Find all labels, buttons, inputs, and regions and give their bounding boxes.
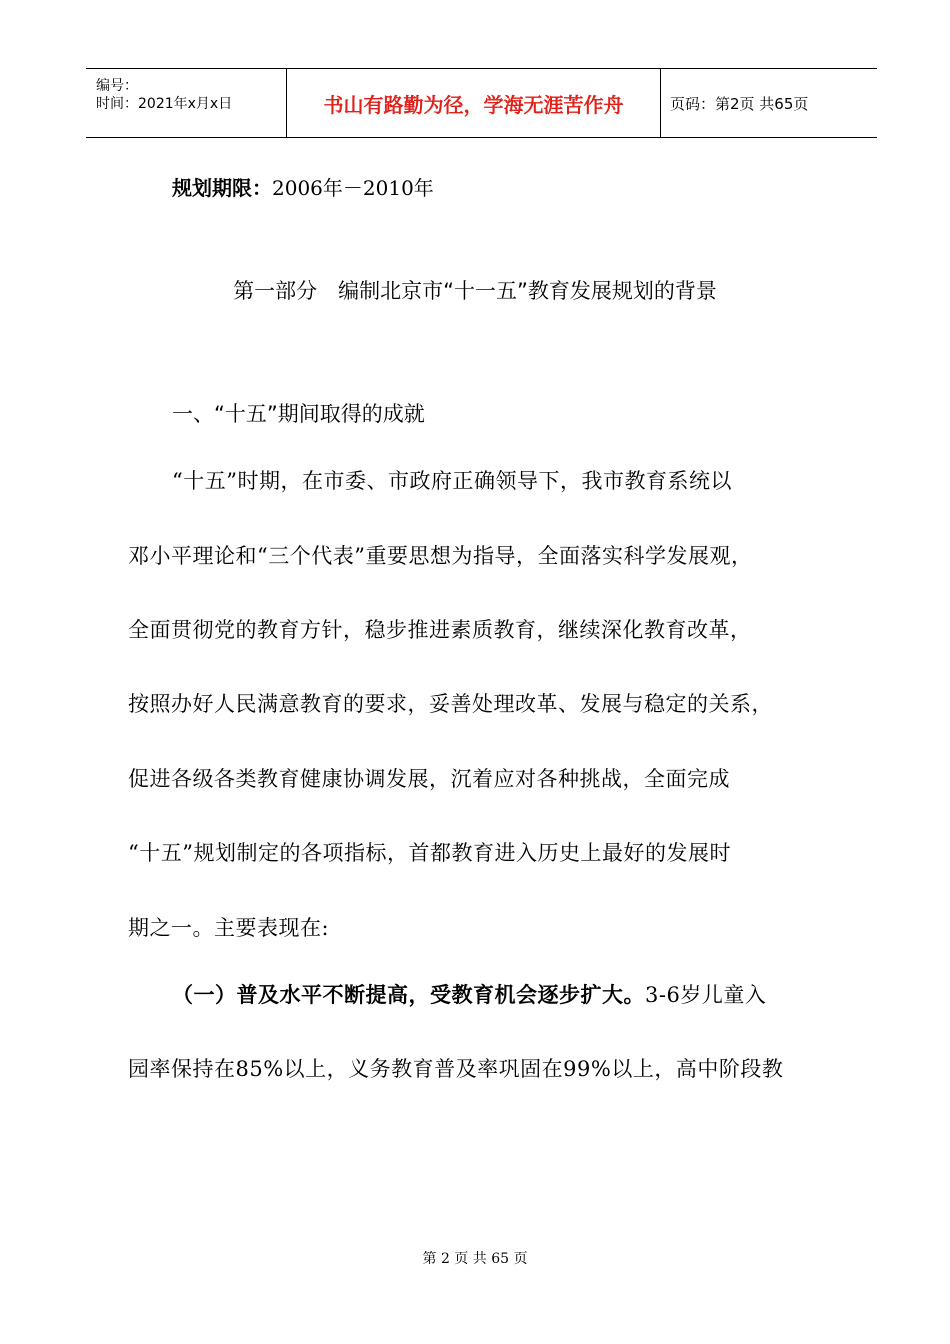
header-meta xyxy=(86,69,286,137)
planning-period xyxy=(172,172,434,201)
paragraph-line: 期之一。主要表现在: xyxy=(128,916,330,940)
paragraph-line: “十五”规划制定的各项指标，首都教育进入历史上最好的发展时 xyxy=(128,841,731,865)
subsection-tail: 3-6岁儿童入 xyxy=(645,983,767,1007)
paragraph-line: 促进各级各类教育健康协调发展，沉着应对各种挑战，全面完成 xyxy=(128,767,730,791)
paragraph-line: 按照办好人民满意教育的要求，妥善处理改革、发展与稳定的关系， xyxy=(128,692,773,716)
part-title: 第一部分 编制北京市“十一五”教育发展规划的背景 xyxy=(233,279,717,303)
page-header xyxy=(86,68,877,138)
header-motto: 书山有路勤为径，学海无涯苦作舟 xyxy=(323,92,624,117)
paragraph-line: 邓小平理论和“三个代表”重要思想为指导，全面落实科学发展观， xyxy=(128,544,753,568)
paragraph-line: 全面贯彻党的教育方针，稳步推进素质教育，继续深化教育改革， xyxy=(128,618,752,642)
section-title: 一、“十五”期间取得的成就 xyxy=(172,402,425,426)
paragraph-line: 园率保持在85%以上，义务教育普及率巩固在99%以上，高中阶段教 xyxy=(128,1057,784,1081)
planning-period-value: 2006年－2010年 xyxy=(272,176,434,200)
subsection-heading: （一）普及水平不断提高，受教育机会逐步扩大。 xyxy=(172,982,645,1007)
header-divider xyxy=(660,69,661,137)
time-label: 时间：2021年x月x日 xyxy=(96,96,233,112)
subsection-line xyxy=(172,979,766,1009)
page-footer: 第 2 页 共 65 页 xyxy=(422,1251,528,1267)
number-label: 编号： xyxy=(96,78,138,94)
paragraph-line: “十五”时期，在市委、市政府正确领导下，我市教育系统以 xyxy=(172,469,732,493)
header-page-info: 页码：第2页 共65页 xyxy=(670,94,809,113)
planning-period-label: 规划期限： xyxy=(172,176,272,200)
